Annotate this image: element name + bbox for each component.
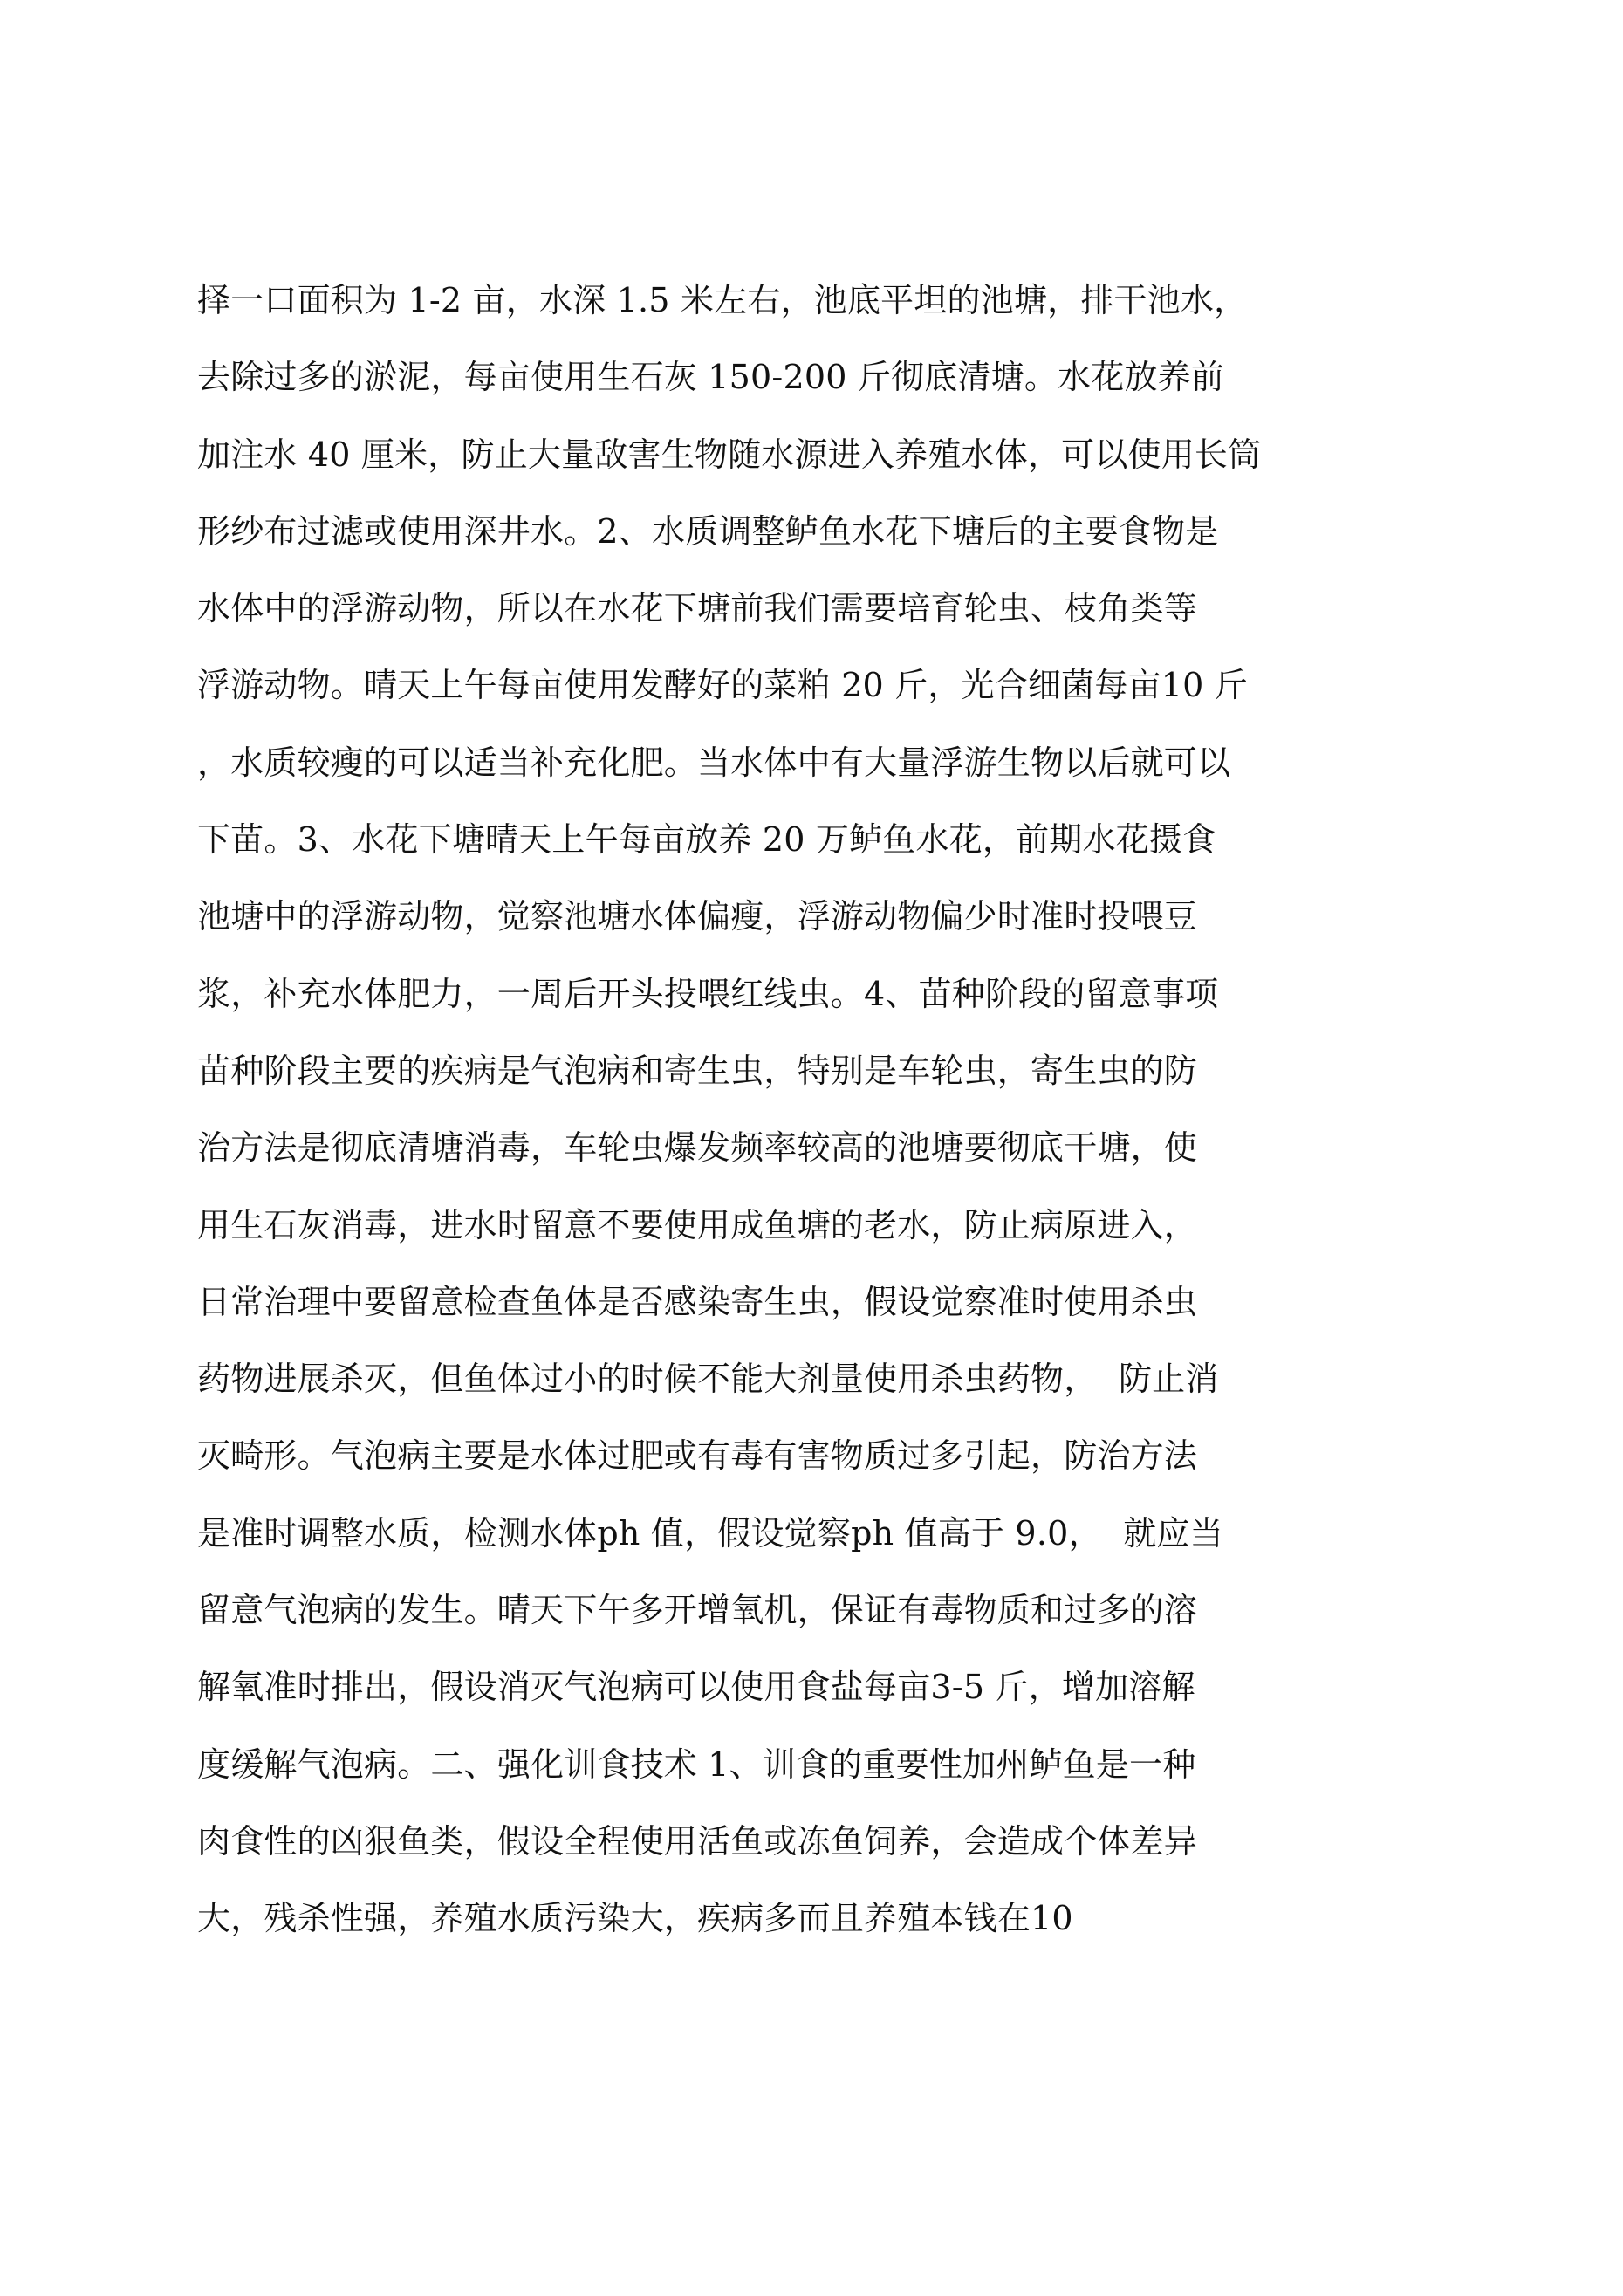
text-line: 苗种阶段主要的疾病是气泡病和寄生虫，特别是车轮虫，寄生虫的防 bbox=[197, 1051, 1198, 1090]
text-line: 池塘中的浮游动物，觉察池塘水体偏瘦，浮游动物偏少时准时投喂豆 bbox=[197, 897, 1198, 936]
text-line: 大，残杀性强，养殖水质污染大，疾病多而且养殖本钱在10 bbox=[197, 1899, 1073, 1938]
text-line: 灭畸形。气泡病主要是水体过肥或有毒有害物质过多引起，防治方法 bbox=[197, 1436, 1198, 1476]
text-line: ，水质较瘦的可以适当补充化肥。当水体中有大量浮游生物以后就可以 bbox=[197, 743, 1231, 782]
text-line: 留意气泡病的发生。晴天下午多开增氧机，保证有毒物质和过多的溶 bbox=[197, 1591, 1198, 1630]
body-text bbox=[197, 262, 1436, 1957]
text-line: 下苗。3、水花下塘晴天上午每亩放养 20 万鲈鱼水花，前期水花摄食 bbox=[197, 820, 1216, 860]
text-line: 加注水 40 厘米，防止大量敌害生物随水源进入养殖水体，可以使用长筒 bbox=[197, 435, 1262, 474]
text-line: 去除过多的淤泥，每亩使用生石灰 150-200 斤彻底清塘。水花放养前 bbox=[197, 358, 1225, 397]
text-line: 水体中的浮游动物，所以在水花下塘前我们需要培育轮虫、枝角类等 bbox=[197, 589, 1198, 628]
text-line: 浆，补充水体肥力，一周后开头投喂红线虫。4、苗种阶段的留意事项 bbox=[197, 974, 1219, 1013]
text-line: 浮游动物。晴天上午每亩使用发酵好的菜粕 20 斤，光合细菌每亩10 斤 bbox=[197, 666, 1248, 705]
text-line: 择一口面积为 1-2 亩，水深 1.5 米左右，池底平坦的池塘，排干池水， bbox=[197, 281, 1248, 319]
text-line: 治方法是彻底清塘消毒，车轮虫爆发频率较高的池塘要彻底干塘，使 bbox=[197, 1128, 1198, 1168]
text-line: 是准时调整水质，检测水体ph 值，假设觉察ph 值高于 9.0， 就应当 bbox=[197, 1513, 1223, 1552]
text-line: 日常治理中要留意检查鱼体是否感染寄生虫，假设觉察准时使用杀虫 bbox=[197, 1282, 1198, 1321]
text-line: 形纱布过滤或使用深井水。2、水质调整鲈鱼水花下塘后的主要食物是 bbox=[197, 511, 1219, 551]
text-line: 用生石灰消毒，进水时留意不要使用成鱼塘的老水，防止病原进入， bbox=[197, 1205, 1198, 1244]
text-line: 肉食性的凶狠鱼类，假设全程使用活鱼或冻鱼饲养，会造成个体差异 bbox=[197, 1821, 1198, 1861]
text-line: 度缓解气泡病。二、强化训食技术 1、训食的重要性加州鲈鱼是一种 bbox=[197, 1744, 1196, 1784]
text-line: 解氧准时排出，假设消灭气泡病可以使用食盐每亩3-5 斤，增加溶解 bbox=[197, 1668, 1195, 1707]
text-line: 药物进展杀灭，但鱼体过小的时候不能大剂量使用杀虫药物， 防止消 bbox=[197, 1360, 1219, 1399]
